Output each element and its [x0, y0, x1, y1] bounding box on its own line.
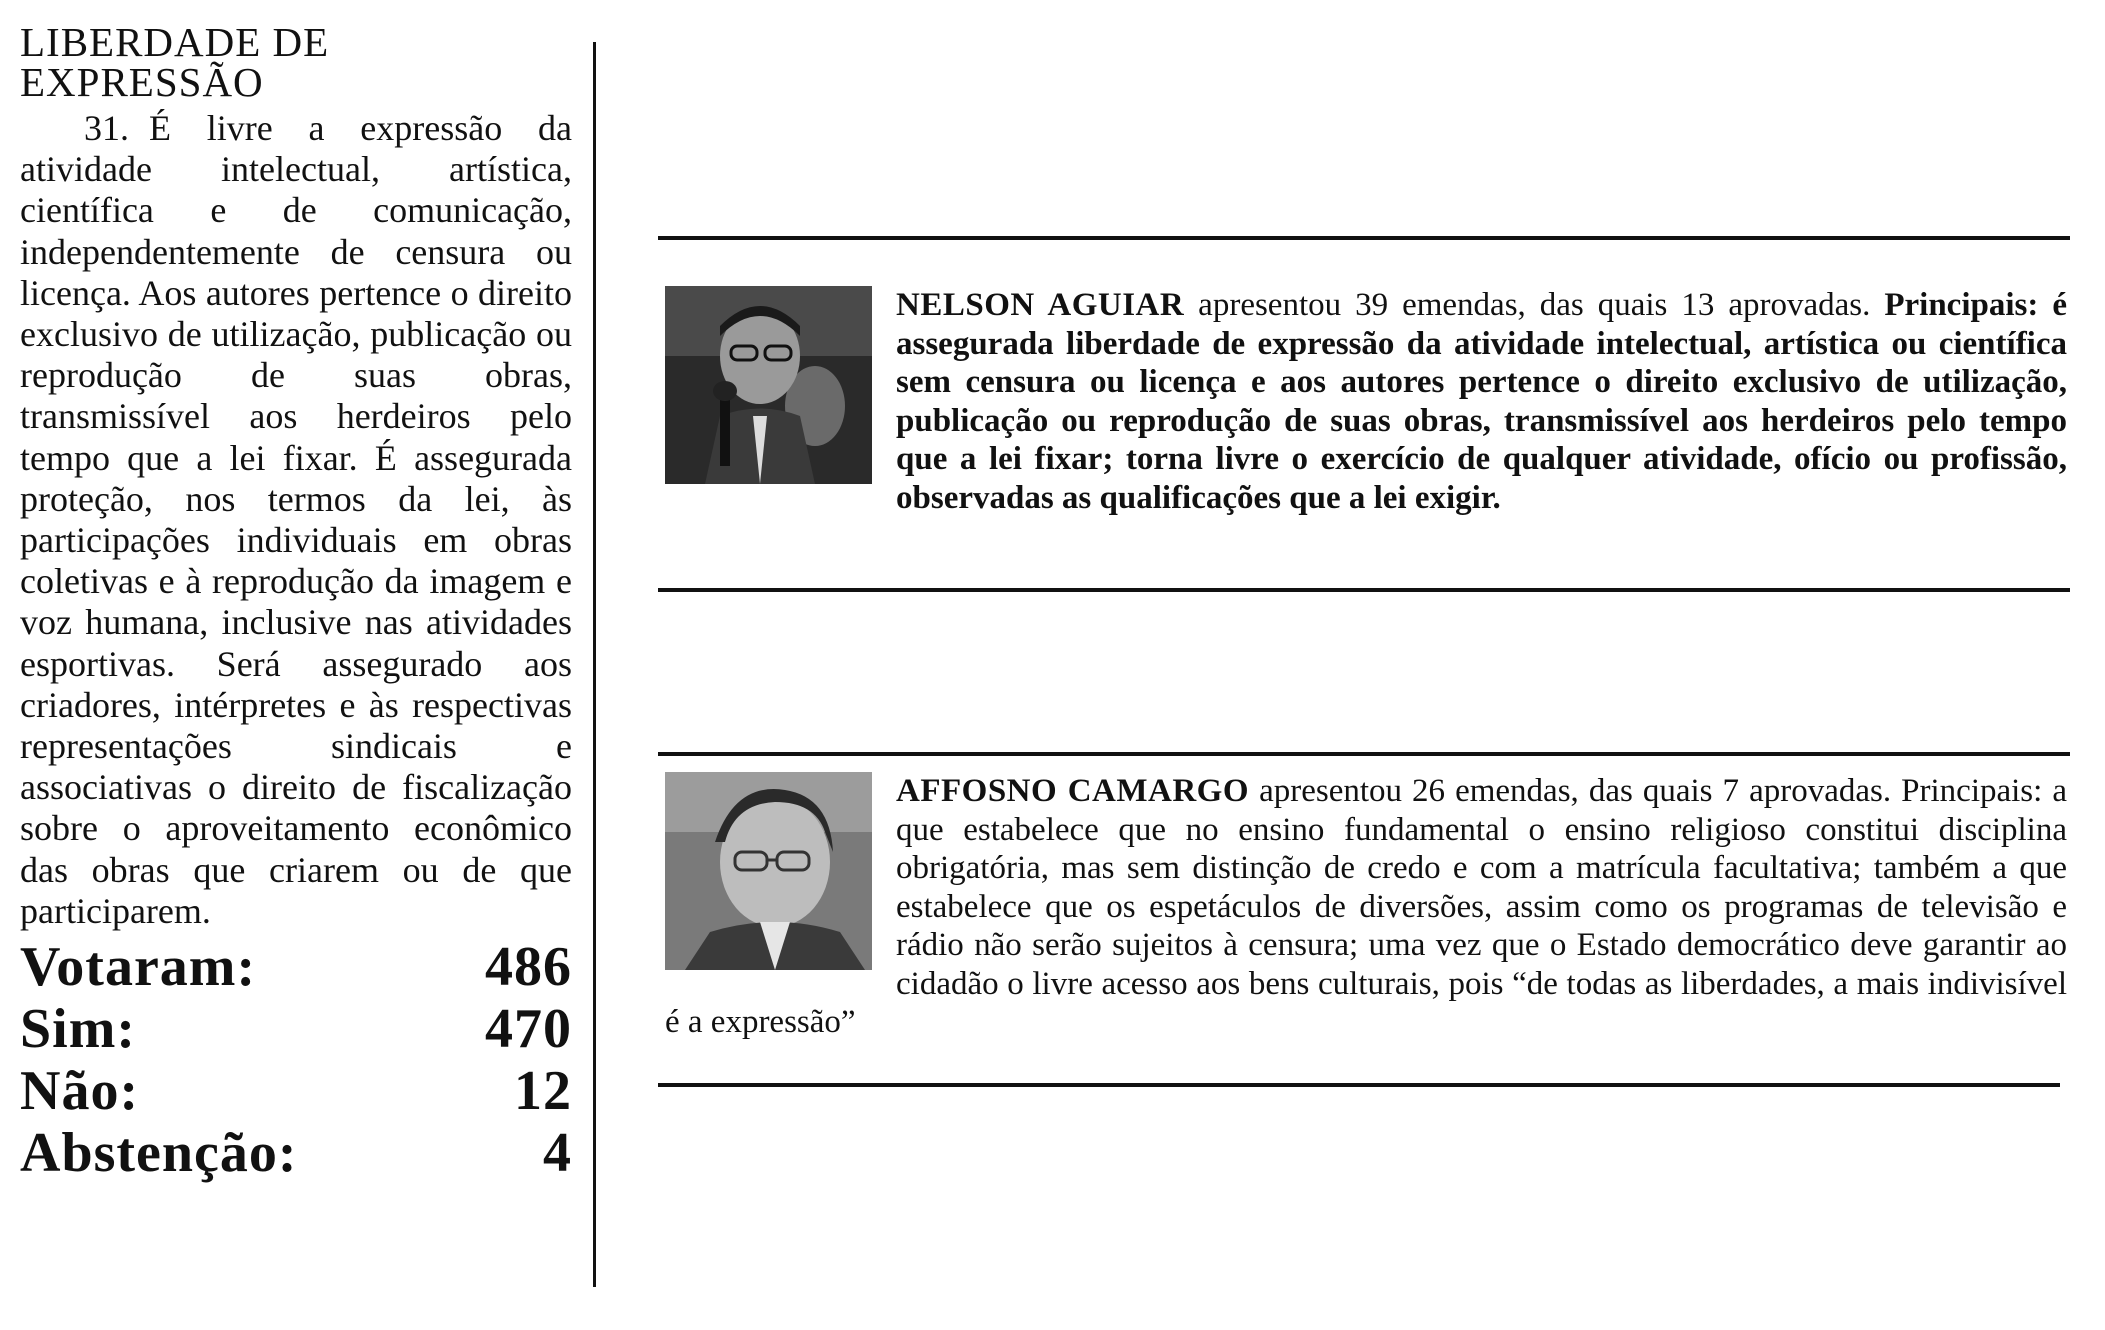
vote-row-nao — [20, 1060, 572, 1122]
column-divider — [593, 42, 596, 1287]
portrait-photo — [665, 772, 872, 970]
rule-top-2 — [658, 752, 2070, 756]
portrait-photo — [665, 286, 872, 484]
section-title-line2: EXPRESSÃO — [20, 59, 264, 105]
amendment-card-affosno-camargo — [665, 772, 2067, 1042]
amendment-intro: apresentou 39 emendas, das quais 13 aprovadas. — [1184, 287, 1871, 323]
article-column — [20, 19, 572, 1185]
vote-row-votaram — [20, 936, 572, 998]
vote-value: 4 — [543, 1122, 572, 1185]
vote-row-abstencao — [20, 1122, 572, 1184]
rule-bottom-1 — [658, 588, 2070, 592]
amendment-text — [665, 772, 2067, 1042]
vote-value: 470 — [485, 998, 572, 1061]
section-title — [20, 19, 572, 105]
rule-bottom-2 — [658, 1083, 2060, 1087]
vote-value: 486 — [485, 936, 572, 999]
section-title-line1: LIBERDADE DE — [20, 19, 330, 65]
deputy-name: NELSON AGUIAR — [896, 287, 1185, 323]
amendment-card-nelson-aguiar — [665, 286, 2067, 517]
vote-row-sim — [20, 998, 572, 1060]
portrait-affosno-camargo — [665, 772, 872, 970]
vote-label: Votaram: — [20, 936, 257, 999]
amendment-intro: apresentou 26 emendas, das quais 7 aprovadas. — [1249, 773, 1892, 809]
vote-label: Abstenção: — [20, 1122, 298, 1185]
vote-results — [20, 936, 572, 1184]
article-number: 31. — [84, 108, 129, 148]
deputy-name: AFFOSNO CAMARGO — [896, 773, 1250, 809]
vote-label: Não: — [20, 1060, 140, 1123]
article-text: É livre a expressão da atividade intelectual, artística, científica e de comunicação, independentemente de censura ou licença. Aos autores pertence o direito exclusivo de utilização, publicação ou reprodução de suas obras, transmissível aos herdeiros pelo tempo que a lei fixar. É assegurada proteção, nos termos da lei, às participações individuais em obras coletivas e à reprodução da imagem e voz humana, inclusive nas atividades esportivas. Será assegurado aos criadores, intérpretes e às respectivas representações sindicais e associativas o direito de fiscalização sobre o aproveitamento econômico das obras que criarem ou de que participarem. — [20, 108, 572, 931]
amendment-text — [665, 286, 2067, 517]
rule-top-1 — [658, 236, 2070, 240]
vote-label: Sim: — [20, 998, 136, 1061]
amendment-details: Principais: a que estabelece que no ensino fundamental o ensino religioso constitui disciplina obrigatória, mas sem distinção de credo e com a matrícula facultativa; também a que estabelece que os espetáculos de diversões, assim como os programas de televisão e rádio não serão sujeitos à censura; uma vez que o Estado democrático deve garantir ao cidadão o livre acesso aos bens culturais, pois “de todas as liberdades, a mais indivisível é a expressão” — [665, 773, 2068, 1040]
portrait-nelson-aguiar — [665, 286, 872, 484]
vote-value: 12 — [514, 1060, 572, 1123]
article-paragraph — [20, 108, 572, 932]
amendment-details: Principais: é assegurada liberdade de expressão da atividade intelectual, artística ou científica sem censura ou licença e aos autores pertence o direito exclusivo de utilização, publicação ou reprodução de suas obras, transmissível aos herdeiros pelo tempo que a lei fixar; torna livre o exercício de qualquer atividade, ofício ou profissão, observadas as qualificações que a lei exigir. — [896, 287, 2067, 516]
